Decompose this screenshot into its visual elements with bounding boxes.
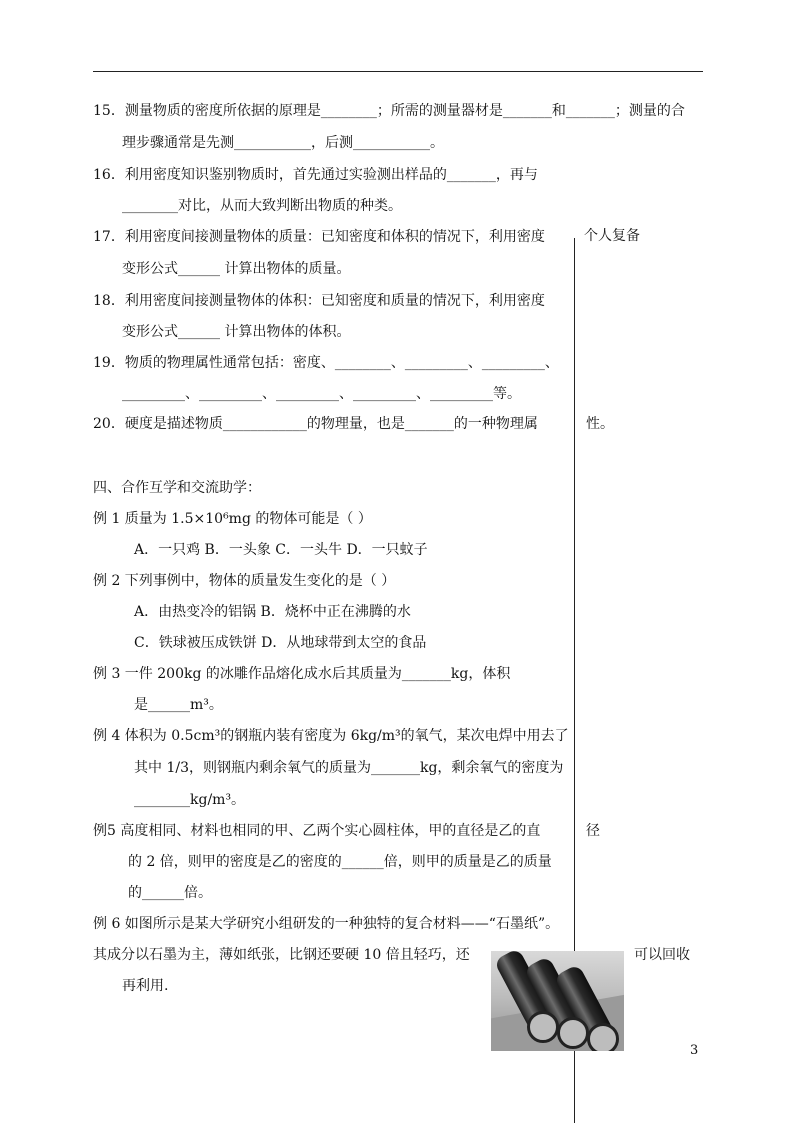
text-line: 例 4 体积为 0.5cm³的钢瓶内装有密度为 6kg/m³的氧气，某次电焊中用去了: [93, 728, 569, 744]
text-line: 变形公式______ 计算出物体的体积。: [122, 324, 351, 340]
margin-note: 个人复备: [584, 228, 640, 244]
text-line: 16．利用密度知识鉴别物质时，首先通过实验测出样品的_______，再与: [93, 167, 538, 183]
text-line: 18．利用密度间接测量物体的体积：已知密度和质量的情况下，利用密度: [93, 293, 545, 309]
text-line: 例 6 如图所示是某大学研究小组研发的一种独特的复合材料——“石墨纸”。: [93, 916, 560, 932]
margin-note: 性。: [586, 416, 614, 432]
text-line: 四、合作互学和交流助学：: [93, 480, 261, 496]
text-line: 15．测量物质的密度所依据的原理是________；所需的测量器材是_______和_______；测量的合: [93, 103, 685, 119]
margin-note: 可以回收: [634, 947, 690, 963]
text-line: 20．硬度是描述物质____________的物理量，也是_______的一种物理属: [93, 416, 538, 432]
text-line: 例 2 下列事例中，物体的质量发生变化的是（ ）: [93, 573, 396, 589]
text-line: 例5 高度相同、材料也相同的甲、乙两个实心圆柱体，甲的直径是乙的直: [93, 823, 541, 839]
text-line: 是______m³。: [134, 697, 223, 713]
text-line: 的 2 倍，则甲的密度是乙的密度的______倍，则甲的质量是乙的质量: [128, 854, 552, 870]
page-number: 3: [690, 1043, 699, 1058]
text-line: _________、_________、_________、_________、_________等。: [122, 386, 521, 402]
text-line: 例 3 一件 200kg 的冰雕作品熔化成水后其质量为_______kg，体积: [93, 666, 511, 682]
text-line: 其中 1/3，则钢瓶内剩余氧气的质量为_______kg，剩余氧气的密度为: [134, 760, 564, 776]
text-line: ________kg/m³。: [134, 792, 246, 808]
text-line: 变形公式______ 计算出物体的质量。: [122, 261, 351, 277]
text-line: 其成分以石墨为主，薄如纸张，比钢还要硬 10 倍且轻巧，还: [93, 947, 470, 963]
text-line: ________对比，从而大致判断出物质的种类。: [122, 198, 402, 214]
text-line: A．由热变冷的铝锅 B．烧杯中正在沸腾的水: [134, 604, 411, 620]
text-line: C．铁球被压成铁饼 D．从地球带到太空的食品: [134, 635, 427, 651]
header-rule: [93, 71, 703, 72]
text-line: 的______倍。: [128, 885, 212, 901]
text-line: 例 1 质量为 1.5×10⁶mg 的物体可能是（ ）: [93, 511, 372, 527]
text-line: 再利用.: [122, 978, 169, 994]
graphite-paper-photo: [491, 951, 624, 1051]
margin-note: 径: [586, 823, 600, 839]
text-line: 17．利用密度间接测量物体的质量：已知密度和体积的情况下，利用密度: [93, 229, 545, 245]
text-line: 理步骤通常是先测___________，后测___________。: [122, 135, 444, 151]
text-line: A．一只鸡 B．一头象 C．一头牛 D．一只蚊子: [134, 542, 428, 558]
text-line: 19．物质的物理属性通常包括：密度、________、_________、_________、: [93, 355, 559, 371]
